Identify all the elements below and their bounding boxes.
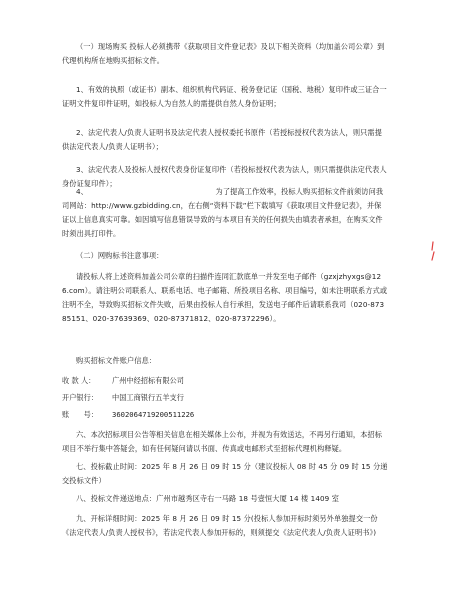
paragraph-six: 六、本次招标项目公告等相关信息在相关媒体上公布，并视为有效送达，不再另行通知，本招标项目不举行集中答疑会，如有任何疑问请以书面、传真或电邮形式至招标代理机构释疑。 bbox=[62, 430, 383, 453]
paragraph-seven: 七、投标截止时间：2025 年 8 月 26 日 09 时 15 分（建议投标人 08 时 45 分 09 时 15 分递交投标文件） bbox=[62, 462, 388, 485]
account-payee-row bbox=[62, 374, 184, 388]
paragraph-online-purchase: 请投标人将上述资料加盖公司公章的扫描件连同汇款底单一并发至电子邮件（gzxjzhyxgs@126.com）。请注明公司联系人、联系电话、电子邮箱、所投项目名称、项目编号，如未注明联系方式或注明不全，导致购买招标文件失败，后果由投标人自行承担，发送电子邮件后请联系我司（020-87385151、020-37639369、020-87371812、020-87372296）。 bbox=[62, 272, 388, 323]
paragraph-item-1: 1、有效的执照（或证书）副本、组织机构代码证、税务登记证（国税、地税）复印件或三证合一证明文件复印件证明，如投标人为自然人的需提供自然人身份证明； bbox=[62, 85, 387, 108]
paragraph-item-3: 3、法定代表人及投标人授权代表身份证复印件（若投标授权代表为法人，则只需提供法定代表人身份证复印件）； bbox=[62, 165, 387, 188]
paragraph-nine: 九、开标详细时间：2025 年 8 月 26 日 09 时 15 分(投标人参加开标时须另外单独提交一份《法定代表人/负责人授权书》，若法定代表人参加开标的，则须提交《法定代表人/负责人证明书》) bbox=[62, 514, 378, 537]
paragraph-onsite-purchase: （一）现场购买 投标人必须携带《获取项目文件登记表》及以下相关资料（均加盖公司公章）到代理机构所在地购买招标文件。 bbox=[62, 42, 385, 65]
red-pen-mark-icon bbox=[428, 240, 438, 264]
paragraph-eight: 八、投标文件递送地点：广州市越秀区寺右一马路 18 号壹恒大厦 14 楼 1409 室 bbox=[76, 494, 340, 503]
account-info-heading: 购买招标文件账户信息： bbox=[76, 356, 157, 365]
bank-value: 中国工商银行五羊支行 bbox=[112, 393, 184, 402]
account-number-label: 账 号： bbox=[62, 410, 98, 419]
paragraph-item-2: 2、法定代表人/负责人证明书及法定代表人授权委托书原件（若授标授权代表为法人，则只需提供法定代表人/负责人证明书）； bbox=[62, 128, 382, 151]
bank-label: 开户银行： bbox=[62, 393, 98, 402]
section-online-purchase-heading: （二）网购标书注意事项： bbox=[76, 251, 164, 260]
account-bank-row bbox=[62, 391, 184, 405]
account-number-value: 3602064719200511226 bbox=[112, 410, 195, 419]
payee-value: 广州中经招标有限公司 bbox=[112, 376, 184, 385]
payee-label: 收 款 人： bbox=[62, 376, 96, 385]
paragraph-item-4: 4、 为了提高工作效率，投标人购买招标文件前须访问我司网站：http://www.gzbidding.cn，在右侧“资料下载”栏下载填写《获取项目文件登记表》，并保证以上信息真实可靠。如因填写信息错误导致的与本项目有关的任何损失由填表者承担，在购买文件时须出具打印件。 bbox=[62, 187, 384, 238]
account-number-row bbox=[62, 408, 194, 422]
